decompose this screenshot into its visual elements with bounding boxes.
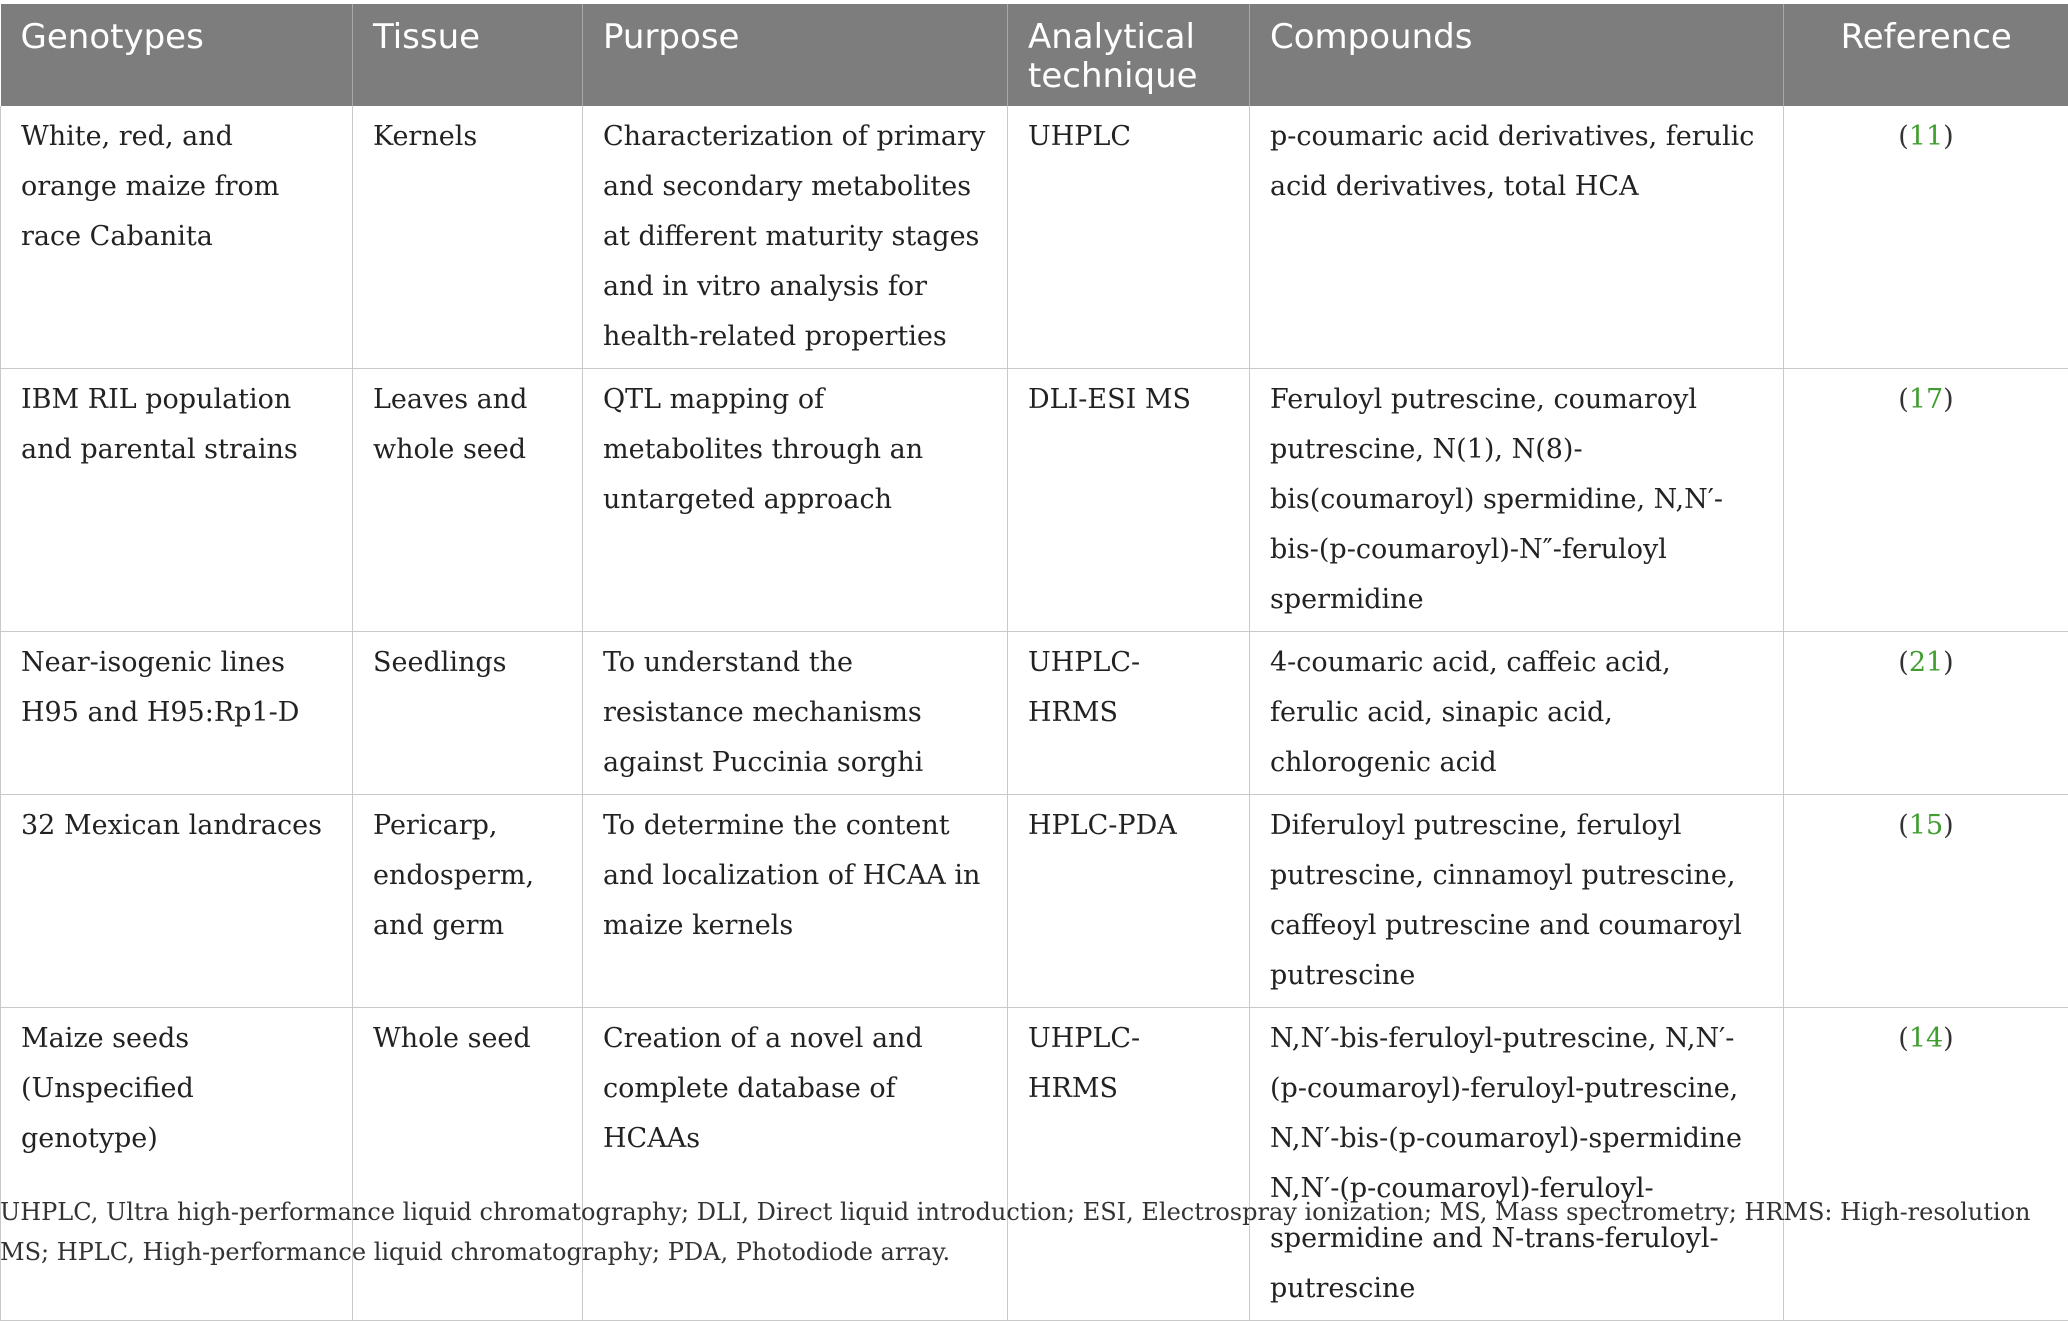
table-row (1, 369, 2068, 632)
cell-purpose: To understand the resistance mechanisms against Puccinia sorghi (583, 632, 1008, 795)
cell-reference (1784, 795, 2068, 1008)
table-footnote: UHPLC, Ultra high-performance liquid chromatography; DLI, Direct liquid introduction; ESI, Electrospray ionization; MS, Mass spectrometry; HRMS: High-resolution MS; HPLC, High-performance liquid chromatography; PDA, Photodiode array. (0, 1192, 2040, 1272)
cell-compounds: Feruloyl putrescine, coumaroyl putrescine, N(1), N(8)-bis(coumaroyl) spermidine, N,N′-bis-(p-coumaroyl)-N″-feruloyl spermidine (1250, 369, 1784, 632)
cell-tissue: Seedlings (353, 632, 583, 795)
cell-technique: DLI-ESI MS (1008, 369, 1250, 632)
ref-close-paren: ) (1943, 810, 1954, 841)
ref-close-paren: ) (1943, 384, 1954, 415)
cell-purpose: QTL mapping of metabolites through an untargeted approach (583, 369, 1008, 632)
cell-compounds: N,N′-bis-feruloyl-putrescine, N,N′-(p-coumaroyl)-feruloyl-putrescine, N,N′-bis-(p-coumaroyl)-spermidine N,N′-(p-coumaroyl)-feruloyl-spermidine and N-trans-feruloyl-putrescine (1250, 1008, 1784, 1321)
ref-open-paren: ( (1898, 384, 1909, 415)
reference-link[interactable]: 11 (1909, 121, 1943, 152)
table-row (1, 795, 2068, 1008)
ref-open-paren: ( (1898, 810, 1909, 841)
reference-link[interactable]: 17 (1909, 384, 1943, 415)
ref-open-paren: ( (1898, 647, 1909, 678)
header-analytical-technique (1008, 4, 1250, 106)
ref-close-paren: ) (1943, 121, 1954, 152)
cell-reference (1784, 106, 2068, 369)
cell-genotypes: IBM RIL population and parental strains (1, 369, 353, 632)
cell-genotypes: White, red, and orange maize from race Cabanita (1, 106, 353, 369)
cell-purpose: Creation of a novel and complete database of HCAAs (583, 1008, 1008, 1321)
cell-purpose: To determine the content and localization of HCAA in maize kernels (583, 795, 1008, 1008)
reference-link[interactable]: 21 (1909, 647, 1943, 678)
cell-genotypes: Near-isogenic lines H95 and H95:Rp1-D (1, 632, 353, 795)
ref-close-paren: ) (1943, 647, 1954, 678)
ref-open-paren: ( (1898, 121, 1909, 152)
cell-reference (1784, 369, 2068, 632)
header-tissue: Tissue (353, 4, 583, 106)
header-genotypes: Genotypes (1, 4, 353, 106)
cell-technique: HPLC-PDA (1008, 795, 1250, 1008)
header-reference: Reference (1784, 4, 2068, 106)
header-technique-line2: technique (1028, 56, 1198, 96)
ref-open-paren: ( (1898, 1023, 1909, 1054)
cell-tissue: Leaves and whole seed (353, 369, 583, 632)
table-row (1, 106, 2068, 369)
cell-compounds: 4-coumaric acid, caffeic acid, ferulic acid, sinapic acid, chlorogenic acid (1250, 632, 1784, 795)
cell-compounds: Diferuloyl putrescine, feruloyl putrescine, cinnamoyl putrescine, caffeoyl putrescine and coumaroyl putrescine (1250, 795, 1784, 1008)
cell-technique: UHPLC-HRMS (1008, 1008, 1250, 1321)
cell-reference (1784, 1008, 2068, 1321)
cell-technique: UHPLC-HRMS (1008, 632, 1250, 795)
cell-technique: UHPLC (1008, 106, 1250, 369)
reference-link[interactable]: 14 (1909, 1023, 1943, 1054)
cell-tissue: Whole seed (353, 1008, 583, 1321)
table-row (1, 632, 2068, 795)
cell-tissue: Pericarp, endosperm, and germ (353, 795, 583, 1008)
reference-link[interactable]: 15 (1909, 810, 1943, 841)
cell-reference (1784, 632, 2068, 795)
header-compounds: Compounds (1250, 4, 1784, 106)
cell-purpose: Characterization of primary and secondary metabolites at different maturity stages and in vitro analysis for health-related properties (583, 106, 1008, 369)
data-table (0, 4, 2068, 1321)
header-purpose: Purpose (583, 4, 1008, 106)
cell-genotypes: Maize seeds (Unspecified genotype) (1, 1008, 353, 1321)
cell-tissue: Kernels (353, 106, 583, 369)
header-technique-line1: Analytical (1028, 17, 1195, 57)
ref-close-paren: ) (1943, 1023, 1954, 1054)
cell-compounds: p-coumaric acid derivatives, ferulic acid derivatives, total HCA (1250, 106, 1784, 369)
table-row (1, 1008, 2068, 1321)
cell-genotypes: 32 Mexican landraces (1, 795, 353, 1008)
header-row (1, 4, 2068, 106)
